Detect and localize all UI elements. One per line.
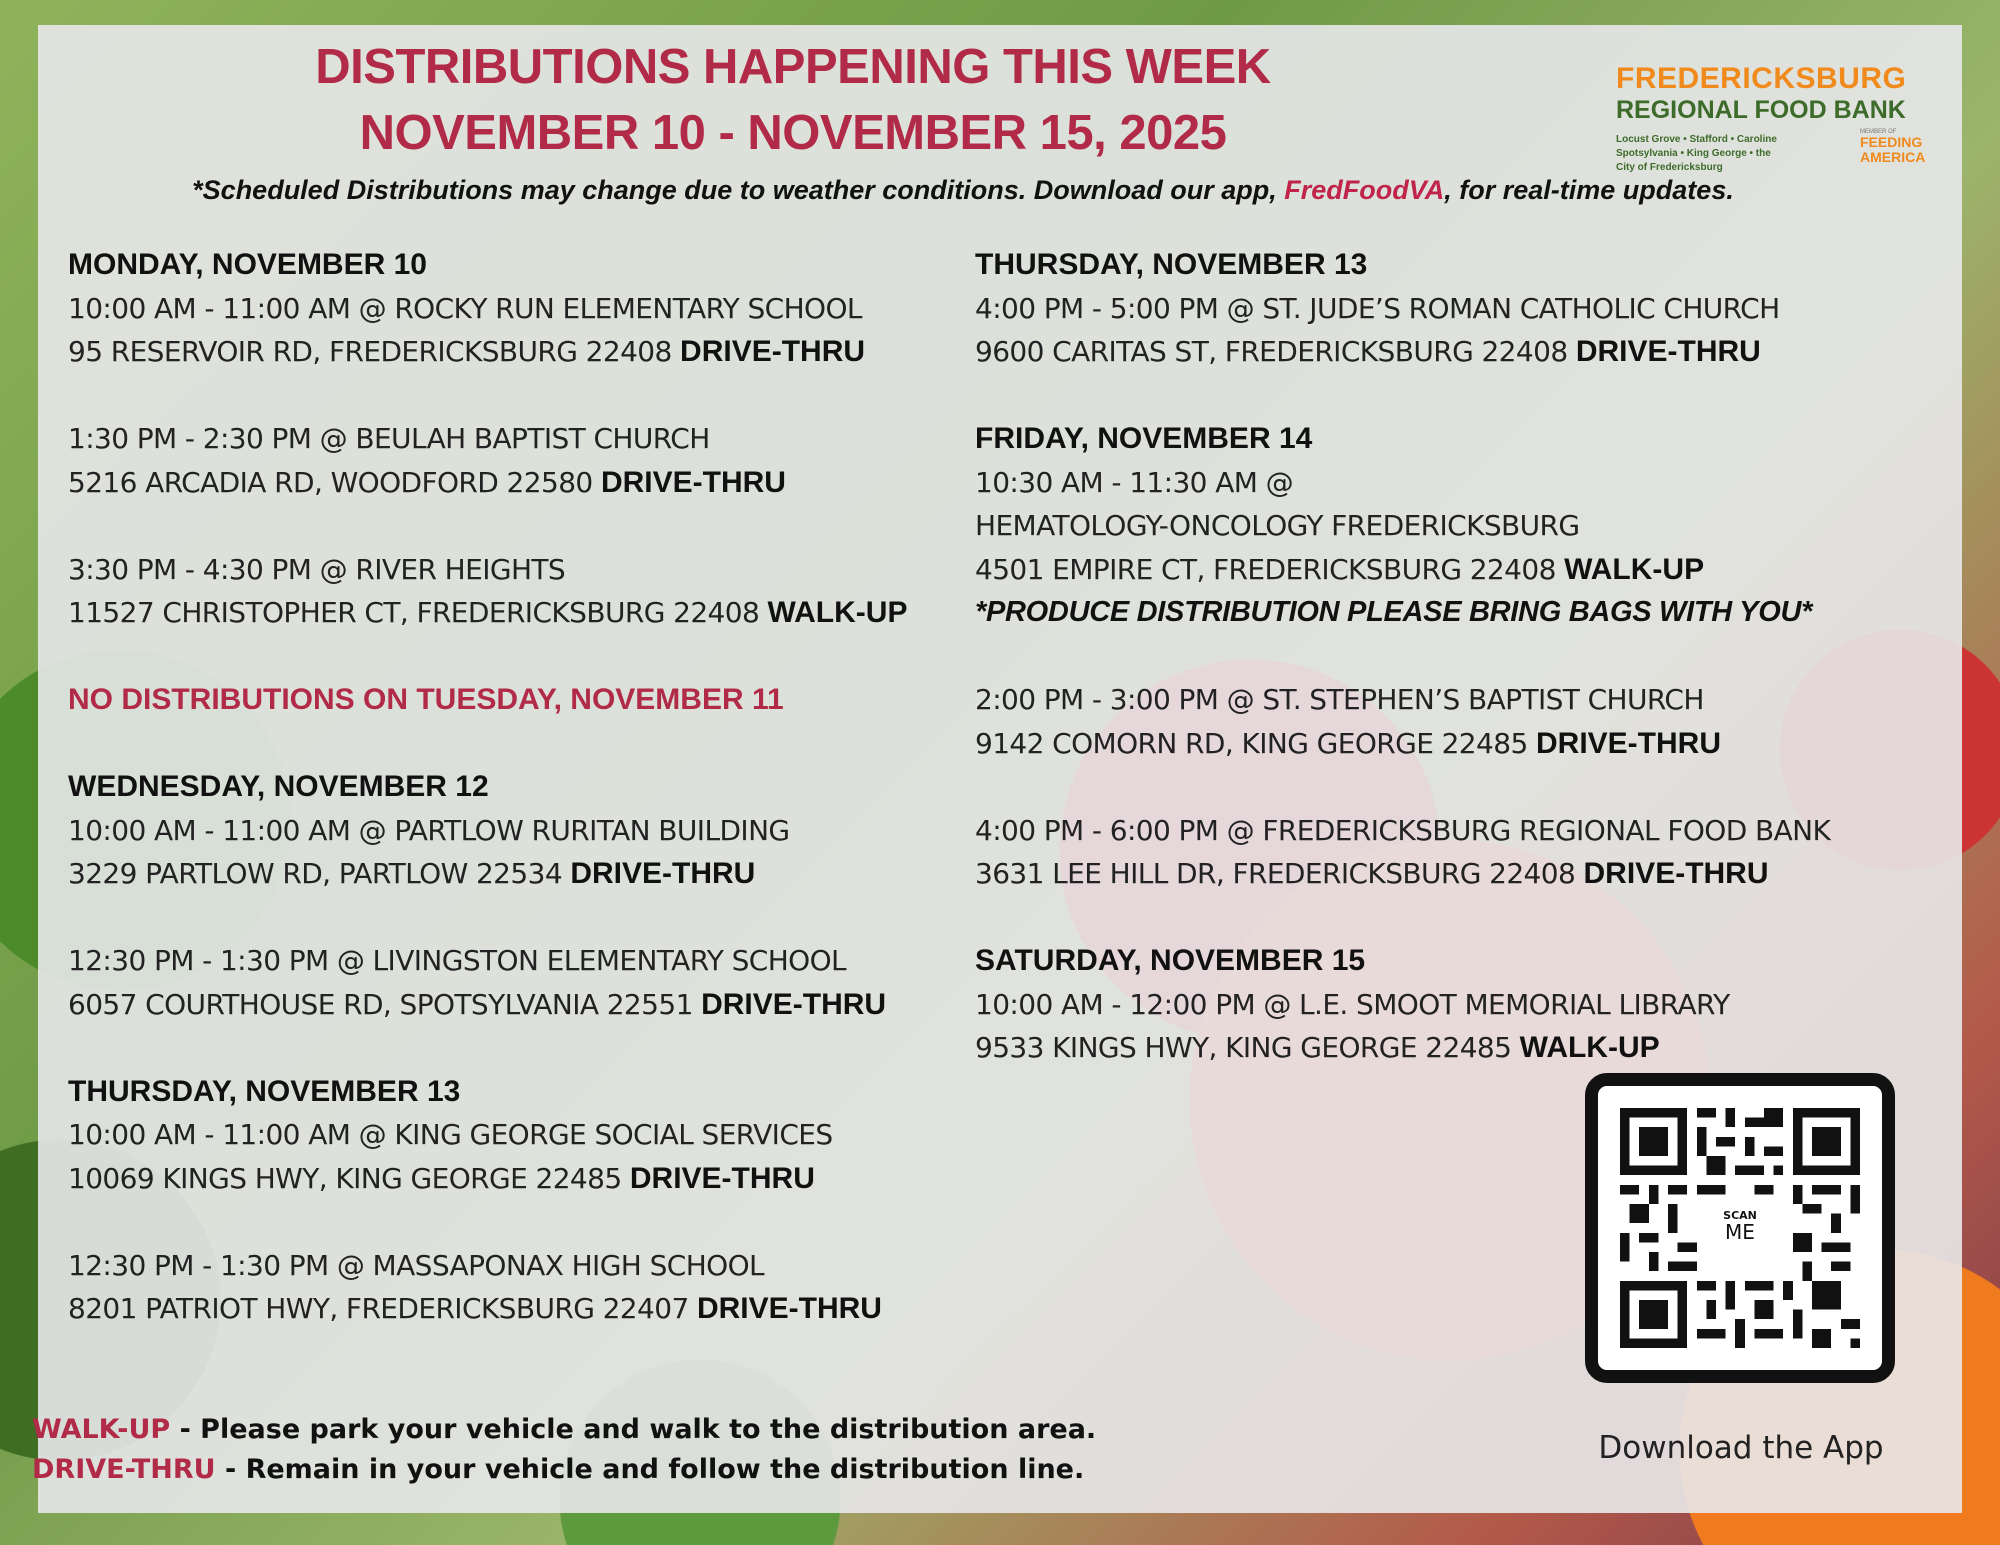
no-distribution-notice: NO DISTRIBUTIONS ON TUESDAY, NOVEMBER 11 xyxy=(68,683,784,716)
address-text: 9142 COMORN RD, KING GEORGE 22485 xyxy=(975,726,1536,760)
event-address xyxy=(975,548,1915,592)
counties-line-3: City of Fredericksburg xyxy=(1616,162,1723,173)
me-text: ME xyxy=(1725,1220,1755,1244)
event-time-location: 10:00 AM - 11:00 AM @ KING GEORGE SOCIAL SERVICES xyxy=(68,1118,833,1151)
legend-walk-up xyxy=(32,1410,1096,1450)
scan-me-label xyxy=(1708,1196,1772,1260)
spacer xyxy=(975,374,1915,418)
day-heading-friday: FRIDAY, NOVEMBER 14 xyxy=(975,422,1313,455)
spacer xyxy=(975,635,1915,679)
event-time-location: 10:00 AM - 11:00 AM @ ROCKY RUN ELEMENTARY SCHOOL xyxy=(68,291,862,325)
feeding-america-logo xyxy=(1860,129,1950,165)
legend-desc: - Please park your vehicle and walk to the distribution area. xyxy=(170,1414,1097,1445)
event-address xyxy=(975,1026,1915,1070)
event-address xyxy=(975,330,1915,374)
distribution-type: DRIVE-THRU xyxy=(1583,857,1769,890)
distribution-type: DRIVE-THRU xyxy=(1535,726,1721,760)
distribution-type: DRIVE-THRU xyxy=(701,987,887,1021)
spacer xyxy=(975,765,1915,809)
event-time-location: 10:00 AM - 12:00 PM @ L.E. SMOOT MEMORIAL LIBRARY xyxy=(975,987,1730,1021)
event-time-location: 4:00 PM - 5:00 PM @ ST. JUDE’S ROMAN CATHOLIC CHURCH xyxy=(975,291,1780,325)
spacer xyxy=(68,896,1008,940)
counties-line-1: Locust Grove • Stafford • Caroline xyxy=(1616,134,1777,145)
distribution-type: DRIVE-THRU xyxy=(696,1292,882,1325)
spacer xyxy=(975,896,1915,940)
distribution-type: DRIVE-THRU xyxy=(600,465,786,499)
spacer xyxy=(68,722,1008,766)
title-line-2: NOVEMBER 10 - NOVEMBER 15, 2025 xyxy=(359,106,1227,160)
event-time-location: 2:00 PM - 3:00 PM @ ST. STEPHEN’S BAPTIST CHURCH xyxy=(975,683,1704,716)
day-heading-saturday: SATURDAY, NOVEMBER 15 xyxy=(975,944,1366,977)
address-text: 4501 EMPIRE CT, FREDERICKSBURG 22408 xyxy=(975,552,1565,586)
day-heading-thursday: THURSDAY, NOVEMBER 13 xyxy=(975,248,1368,281)
scan-text: SCAN xyxy=(1723,1209,1757,1222)
member-of-label: MEMBER OF xyxy=(1860,129,1897,135)
day-heading-wednesday: WEDNESDAY, NOVEMBER 12 xyxy=(68,770,489,803)
spacer xyxy=(68,504,1008,548)
title-line-1: DISTRIBUTIONS HAPPENING THIS WEEK xyxy=(315,40,1271,94)
distribution-type: WALK-UP xyxy=(767,596,908,629)
address-text: 9600 CARITAS ST, FREDERICKSBURG 22408 xyxy=(975,335,1576,368)
produce-note: *PRODUCE DISTRIBUTION PLEASE BRING BAGS WITH YOU* xyxy=(975,596,1813,628)
event-time-location: 1:30 PM - 2:30 PM @ BEULAH BAPTIST CHURCH xyxy=(68,422,710,455)
america-label: AMERICA xyxy=(1860,149,1926,165)
address-text: 8201 PATRIOT HWY, FREDERICKSBURG 22407 xyxy=(68,1292,697,1325)
event-address xyxy=(975,722,1915,766)
legend-desc: - Remain in your vehicle and follow the distribution line. xyxy=(215,1454,1085,1485)
address-text: 3229 PARTLOW RD, PARTLOW 22534 xyxy=(68,857,571,890)
download-app-caption: Download the App xyxy=(1598,1430,1884,1466)
distribution-type: WALK-UP xyxy=(1519,1031,1660,1064)
event-location: HEMATOLOGY-ONCOLOGY FREDERICKSBURG xyxy=(975,509,1580,542)
address-text: 95 RESERVOIR RD, FREDERICKSBURG 22408 xyxy=(68,335,681,368)
schedule-left-column xyxy=(68,243,1008,1331)
day-heading-thursday: THURSDAY, NOVEMBER 13 xyxy=(68,1074,461,1108)
address-text: 10069 KINGS HWY, KING GEORGE 22485 xyxy=(68,1161,630,1195)
address-text: 5216 ARCADIA RD, WOODFORD 22580 xyxy=(68,465,601,499)
counties-line-2: Spotsylvania • King George • the xyxy=(1616,148,1771,159)
weather-notice xyxy=(38,175,1888,206)
notice-text-start: *Scheduled Distributions may change due to weather conditions. Download our app, xyxy=(192,175,1285,205)
distribution-type: DRIVE-THRU xyxy=(1575,335,1761,368)
legend-drive-thru xyxy=(32,1450,1096,1490)
distribution-type: DRIVE-THRU xyxy=(629,1161,815,1195)
event-time-location: 10:00 AM - 11:00 AM @ PARTLOW RURITAN BUILDING xyxy=(68,813,790,847)
address-text: 9533 KINGS HWY, KING GEORGE 22485 xyxy=(975,1031,1520,1064)
address-text: 3631 LEE HILL DR, FREDERICKSBURG 22408 xyxy=(975,857,1584,890)
day-heading-monday: MONDAY, NOVEMBER 10 xyxy=(68,248,427,281)
event-time-location: 3:30 PM - 4:30 PM @ RIVER HEIGHTS xyxy=(68,552,566,586)
event-address xyxy=(68,983,1008,1027)
event-time-location: 12:30 PM - 1:30 PM @ MASSAPONAX HIGH SCHOOL xyxy=(68,1248,765,1282)
event-address xyxy=(68,1287,1008,1331)
event-address xyxy=(68,852,1008,896)
legend-key: DRIVE-THRU xyxy=(32,1454,216,1485)
distribution-type: DRIVE-THRU xyxy=(680,335,866,368)
event-address xyxy=(68,330,1008,374)
schedule-right-column xyxy=(975,243,1915,1070)
spacer xyxy=(68,374,1008,418)
event-time-location: 10:30 AM - 11:30 AM @ xyxy=(975,465,1294,499)
logo-line-2: REGIONAL FOOD BANK xyxy=(1616,96,1906,124)
event-time-location: 12:30 PM - 1:30 PM @ LIVINGSTON ELEMENTARY SCHOOL xyxy=(68,944,847,977)
spacer xyxy=(68,1200,1008,1244)
logo-line-1: FREDERICKSBURG xyxy=(1616,62,1907,95)
address-text: 11527 CHRISTOPHER CT, FREDERICKSBURG 22408 xyxy=(68,596,768,629)
event-address xyxy=(68,1157,1008,1201)
address-text: 6057 COURTHOUSE RD, SPOTSYLVANIA 22551 xyxy=(68,987,702,1021)
spacer xyxy=(68,635,1008,679)
food-bank-logo xyxy=(1616,63,1946,203)
event-time-location: 4:00 PM - 6:00 PM @ FREDERICKSBURG REGIONAL FOOD BANK xyxy=(975,813,1831,847)
event-address xyxy=(68,461,1008,505)
logo-counties xyxy=(1616,133,1846,175)
feeding-label: FEEDING xyxy=(1860,134,1923,150)
legend-key: WALK-UP xyxy=(32,1414,171,1445)
spacer xyxy=(68,1026,1008,1070)
legend xyxy=(32,1410,1096,1490)
qr-code[interactable] xyxy=(1585,1073,1895,1383)
event-address xyxy=(975,852,1915,896)
app-name-link[interactable]: FredFoodVA xyxy=(1284,175,1445,205)
distribution-type: WALK-UP xyxy=(1564,552,1705,586)
notice-text-end: , for real-time updates. xyxy=(1444,175,1734,205)
distribution-type: DRIVE-THRU xyxy=(570,857,756,890)
event-address xyxy=(68,591,1008,635)
